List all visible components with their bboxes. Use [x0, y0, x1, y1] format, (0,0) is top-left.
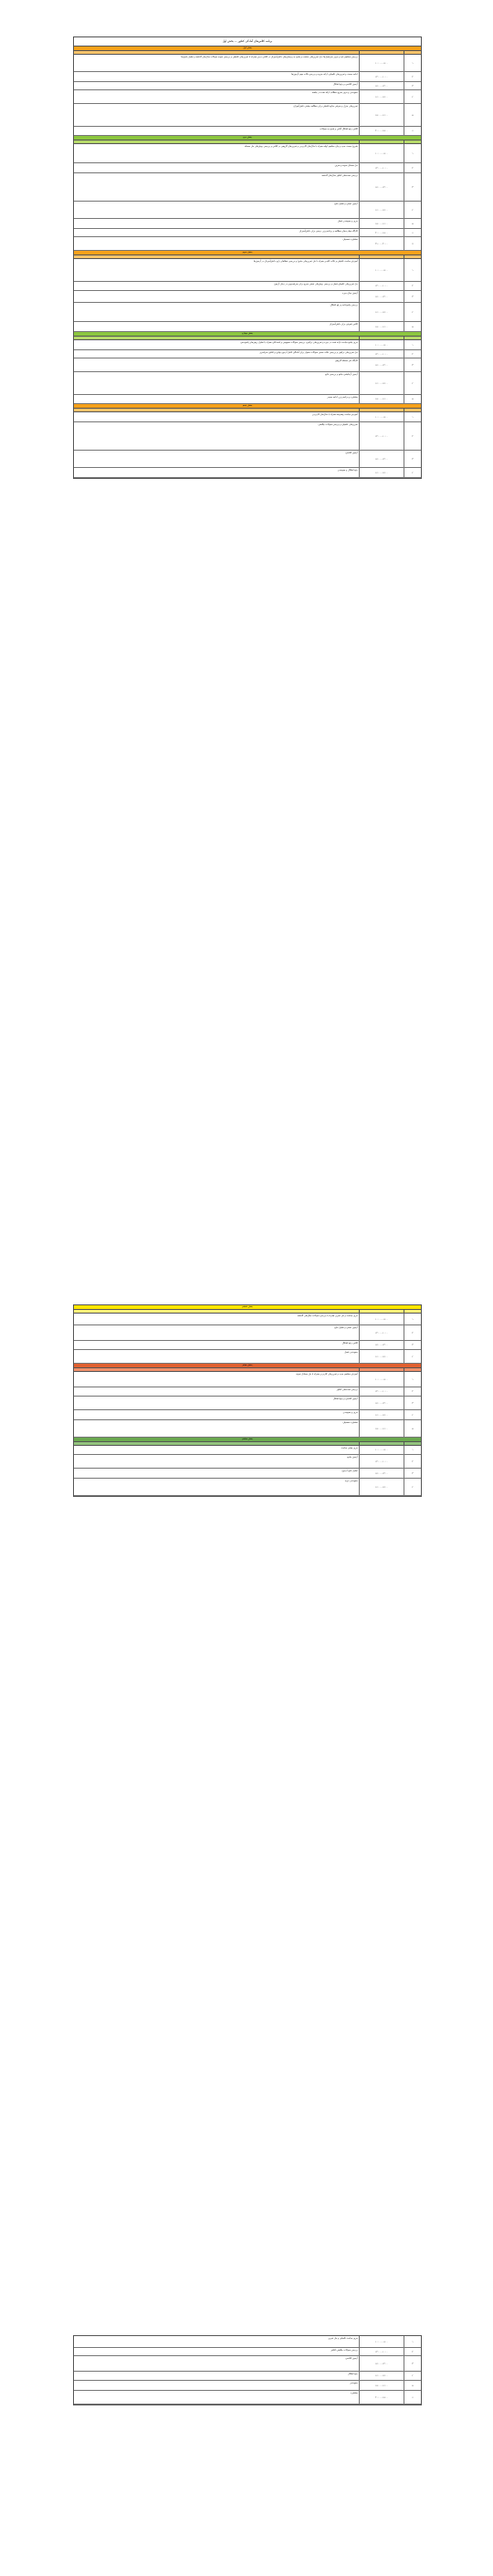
row-number: ۱ [412, 151, 414, 155]
table-row [74, 372, 421, 395]
row-number: ۳ [412, 295, 414, 298]
row-number: ۶ [412, 130, 414, 132]
row-description: حل تمرین‌های ترکیبی و بررسی نکات تستی سوالات دشوار برای آمادگی کامل آزمون نهایی و کنکور سراسری [259, 350, 358, 354]
row-number: ۱ [412, 415, 414, 419]
row-number: ۴ [412, 310, 414, 314]
table-row [74, 1350, 421, 1364]
row-number: ۵ [412, 113, 414, 117]
row-time: ۱۲:۰۰ - ۱۰:۰۰ [359, 350, 404, 358]
row-number: ۷ [412, 242, 414, 245]
table-row [74, 1314, 421, 1325]
table-row [74, 237, 421, 251]
row-number: ۱ [412, 268, 414, 272]
row-time: ۱۸:۰۰ - ۱۶:۰۰ [359, 219, 404, 228]
row-description: آموزش مباحث پیشرفته همراه با مثال‌های کاربردی [311, 412, 358, 416]
row-time: ۱۴:۰۰ - ۱۲:۰۰ [359, 291, 404, 302]
row-number: ۴ [412, 2374, 414, 2377]
table-row [74, 350, 421, 358]
table-row [74, 202, 421, 219]
row-number: ۳ [412, 2362, 414, 2365]
row-description: جمع‌بندی فصل [344, 1350, 358, 1354]
row-description: مرور جامع مباحث ارائه شده در دوره و تمرین‌های ترکیبی، بررسی سوالات مفهومی و استدلالی همراه با تحلیل روش‌های پاسخ‌دهی [240, 340, 358, 344]
table-row [74, 1446, 421, 1455]
row-number: ۴ [412, 381, 414, 385]
table-row [74, 1341, 421, 1350]
row-description: آزمون تستی و تحلیل نتایج [334, 202, 358, 205]
row-time: ۱۶:۰۰ - ۱۴:۰۰ [359, 372, 404, 394]
row-description: تحلیل نتایج آزمون [341, 1469, 358, 1472]
table-row [74, 2348, 421, 2356]
row-number: ۲ [412, 1459, 414, 1463]
row-time: ۱۲:۰۰ - ۱۰:۰۰ [359, 163, 404, 172]
row-number: ۴ [412, 1485, 414, 1489]
table-row [74, 104, 421, 127]
row-description: کلاس تقویتی برای دانش‌آموزان [329, 322, 358, 326]
row-number: ۲ [412, 166, 414, 170]
row-time: ۱۶:۰۰ - ۱۴:۰۰ [359, 468, 404, 477]
table-row [74, 1479, 421, 1496]
row-number: ۴ [412, 1355, 414, 1358]
row-number: ۳ [412, 363, 414, 367]
section-header: بخش هفتم [74, 1364, 421, 1368]
row-number: ۶ [412, 2395, 414, 2399]
row-time: ۲۰:۰۰ - ۱۸:۰۰ [359, 127, 404, 135]
row-number: ۲ [412, 434, 414, 438]
row-description: آزمون کلاسی و رفع اشکال [332, 82, 358, 86]
row-time: ۱۰:۰۰ - ۰۸:۰۰ [359, 2336, 404, 2347]
row-number: ۵ [412, 398, 414, 400]
row-description: بررسی سوالات چالشی کنکور [330, 2348, 358, 2352]
row-number: ۲ [412, 285, 414, 287]
row-time: ۲۰:۰۰ - ۱۸:۰۰ [359, 2391, 404, 2404]
row-description: مشاوره و برنامه‌ریزی ادامه مسیر [327, 395, 358, 399]
row-description: مرور و جمع‌بندی فصل [337, 219, 358, 223]
table-row [74, 55, 421, 72]
row-time: ۱۶:۰۰ - ۱۴:۰۰ [359, 1350, 404, 1363]
row-number: ۱ [412, 343, 414, 347]
row-number: ۱ [412, 1449, 414, 1451]
row-time: ۱۲:۰۰ - ۱۰:۰۰ [359, 1325, 404, 1340]
row-time: ۱۸:۰۰ - ۱۶:۰۰ [359, 1420, 404, 1437]
row-number: ۳ [412, 1344, 414, 1346]
table-row [74, 163, 421, 173]
table-row [74, 468, 421, 478]
row-number: ۱ [412, 61, 414, 65]
section-header: بخش هشتم [74, 1438, 421, 1442]
row-number: ۲ [412, 75, 414, 78]
row-time: ۱۶:۰۰ - ۱۴:۰۰ [359, 1479, 404, 1495]
row-description: آزمون آزمایشی جامع و بررسی نتایج [324, 372, 358, 376]
row-time: ۱۶:۰۰ - ۱۴:۰۰ [359, 2372, 404, 2380]
row-description: آموزش مفاهیم جدید و تمرین‌های کاربردی همراه با حل مسائل نمونه [296, 1372, 358, 1376]
table-row [74, 229, 421, 237]
table-row [74, 412, 421, 422]
table-row [74, 1325, 421, 1341]
row-description: جمع‌بندی [350, 2381, 358, 2384]
table-row [74, 1410, 421, 1420]
schedule-table-1 [73, 36, 422, 479]
row-description: بررسی مفاهیم پایه و مرور سرفصل‌ها، حل تمرین‌های منتخب و پاسخ به پرسش‌های دانش‌آموزان در کلاس درس همراه با تمرین‌های تکمیلی و بررسی نمونه سوالات سال‌های گذشته و تحلیل پاسخ‌ها [181, 55, 358, 58]
table-row [74, 1387, 421, 1397]
table-row [74, 1469, 421, 1479]
row-description: تمرین‌های منزل و معرفی منابع تکمیلی برای مطالعه بیشتر دانش‌آموزان [293, 104, 358, 108]
row-time: ۱۸:۰۰ - ۱۶:۰۰ [359, 395, 404, 403]
table-row [74, 422, 421, 451]
row-description: آزمون جامع [347, 1455, 358, 1459]
table-row [74, 1455, 421, 1469]
row-description: مشاوره تحصیلی [342, 1420, 358, 1424]
row-description: مرور مباحث تکمیلی و حل تمرین [328, 2336, 358, 2340]
row-description: آزمون تستی و تحلیل نتایج [334, 1325, 358, 1329]
row-description: رفع اشکال [348, 2372, 358, 2375]
row-description: رفع اشکال و جمع‌بندی [337, 468, 358, 472]
table-row [74, 1420, 421, 1438]
section-header: بخش سوم [74, 251, 421, 255]
row-description: شروع مبحث جدید و بیان مفاهیم اولیه همراه با مثال‌های کاربردی و تمرین‌های گروهی در کلاس و بررسی روش‌های حل مسئله [244, 144, 358, 148]
row-number: ۴ [412, 1413, 414, 1417]
table-row [74, 2336, 421, 2348]
table-row [74, 219, 421, 229]
row-time: ۱۴:۰۰ - ۱۲:۰۰ [359, 82, 404, 89]
row-number: ۳ [412, 1401, 414, 1405]
row-number: ۴ [412, 208, 414, 212]
row-time: ۱۴:۰۰ - ۱۲:۰۰ [359, 451, 404, 467]
document-title: برنامه کلاس‌های آمادگی کنکور — بخش اول [74, 37, 421, 47]
table-row [74, 358, 421, 372]
row-time: ۲۰:۰۰ - ۱۸:۰۰ [359, 229, 404, 236]
table-row [74, 451, 421, 468]
row-time: ۱۴:۰۰ - ۱۲:۰۰ [359, 358, 404, 371]
table-row [74, 2372, 421, 2381]
row-description: آزمون میان دوره [342, 291, 358, 295]
row-description: مشاوره [351, 2391, 358, 2394]
row-time: ۱۰:۰۰ - ۰۸:۰۰ [359, 259, 404, 281]
table-row [74, 2356, 421, 2372]
row-time: ۱۰:۰۰ - ۰۸:۰۰ [359, 144, 404, 162]
row-number: ۳ [412, 1471, 414, 1475]
row-number: ۶ [412, 231, 414, 234]
row-time: ۱۲:۰۰ - ۱۰:۰۰ [359, 2348, 404, 2355]
row-number: ۲ [412, 352, 414, 356]
row-number: ۱ [412, 1377, 414, 1381]
row-time: ۱۰:۰۰ - ۰۸:۰۰ [359, 412, 404, 421]
row-time: ۱۲:۰۰ - ۱۰:۰۰ [359, 1387, 404, 1396]
table-row [74, 1372, 421, 1387]
row-description: حل مسائل نمونه و تمرین [334, 163, 358, 167]
table-row [74, 90, 421, 104]
row-time: ۲۱:۰۰ - ۲۰:۰۰ [359, 237, 404, 250]
row-description: تمرین‌های تکمیلی و بررسی سوالات چالشی [318, 422, 358, 426]
row-number: ۲ [412, 1390, 414, 1393]
row-time: ۱۶:۰۰ - ۱۴:۰۰ [359, 90, 404, 103]
section-header: بخش اول [74, 47, 421, 51]
table-row [74, 2391, 421, 2405]
row-time: ۱۴:۰۰ - ۱۲:۰۰ [359, 1469, 404, 1478]
row-time: ۱۴:۰۰ - ۱۲:۰۰ [359, 173, 404, 201]
row-description: آزمون کلاسی [345, 451, 358, 454]
row-description: کلاس رفع اشکال [341, 1341, 358, 1345]
table-row [74, 82, 421, 90]
row-time: ۱۴:۰۰ - ۱۲:۰۰ [359, 2356, 404, 2371]
table-row [74, 144, 421, 163]
row-number: ۲ [412, 2350, 414, 2353]
row-time: ۱۶:۰۰ - ۱۴:۰۰ [359, 303, 404, 321]
table-row [74, 303, 421, 322]
row-number: ۳ [412, 84, 414, 88]
row-time: ۱۸:۰۰ - ۱۶:۰۰ [359, 2381, 404, 2390]
row-number: ۱ [412, 2340, 414, 2343]
row-time: ۱۰:۰۰ - ۰۸:۰۰ [359, 1314, 404, 1324]
row-description: مرور و جمع‌بندی [342, 1410, 358, 1414]
row-description: بررسی تست‌های کنکور [336, 1387, 358, 1391]
row-description: بررسی تست‌های کنکور سال‌های گذشته [321, 173, 358, 177]
row-number: ۴ [412, 471, 414, 474]
row-description: مرور مباحث و حل تمرین همراه با بررسی سوالات سال‌های گذشته [297, 1314, 358, 1317]
table-row [74, 72, 421, 82]
row-number: ۵ [412, 325, 414, 328]
row-number: ۵ [412, 222, 414, 225]
row-description: کلاس رفع اشکال آنلاین و پاسخ به سوالات [320, 127, 358, 130]
schedule-table-3 [73, 2335, 422, 2405]
row-time: ۱۸:۰۰ - ۱۶:۰۰ [359, 322, 404, 331]
row-time: ۱۲:۰۰ - ۱۰:۰۰ [359, 72, 404, 81]
row-time: ۱۶:۰۰ - ۱۴:۰۰ [359, 202, 404, 218]
row-number: ۳ [412, 185, 414, 189]
row-number: ۳ [412, 457, 414, 461]
row-time: ۱۰:۰۰ - ۰۸:۰۰ [359, 55, 404, 71]
row-time: ۱۰:۰۰ - ۰۸:۰۰ [359, 340, 404, 349]
section-header: بخش پنجم [74, 404, 421, 409]
row-time: ۱۲:۰۰ - ۱۰:۰۰ [359, 422, 404, 450]
row-description: آزمون کلاسی [345, 2356, 358, 2360]
table-row [74, 282, 421, 291]
row-description: ادامه مبحث و تمرین‌های تکمیلی، ارائه جزوه و بررسی نکات مهم آزمون‌ها [291, 72, 358, 76]
schedule-table-2 [73, 1304, 422, 1497]
section-header: بخش چهارم [74, 332, 421, 337]
row-description: آزمون کلاسی و رفع اشکال [332, 1397, 358, 1400]
row-description: کارگاه حل مسئله گروهی [335, 358, 358, 362]
table-row [74, 173, 421, 202]
row-time: ۱۰:۰۰ - ۰۸:۰۰ [359, 1372, 404, 1387]
row-description: آموزش مباحث تکمیلی و نکات کلیدی همراه با حل تمرین‌های متنوع و بررسی خطاهای رایج دانش‌آموزان در آزمون‌ها [253, 259, 358, 263]
table-row [74, 2381, 421, 2391]
row-description: مرور نهایی مباحث [341, 1446, 358, 1449]
row-time: ۱۸:۰۰ - ۱۶:۰۰ [359, 104, 404, 126]
table-row [74, 395, 421, 404]
row-time: ۱۰:۰۰ - ۰۸:۰۰ [359, 1446, 404, 1454]
row-number: ۵ [412, 2384, 414, 2387]
table-row [74, 322, 421, 332]
row-description: بررسی پاسخ‌نامه و رفع اشکال [330, 303, 358, 306]
row-description: حل تمرین‌های تکمیلی فصل و بررسی روش‌های تستی سریع برای صرفه‌جویی در زمان آزمون [273, 282, 358, 286]
section-header: بخش دوم [74, 136, 421, 140]
row-time: ۱۲:۰۰ - ۱۰:۰۰ [359, 282, 404, 290]
table-row [74, 127, 421, 136]
row-time: ۱۴:۰۰ - ۱۲:۰۰ [359, 1341, 404, 1349]
row-number: ۲ [412, 1331, 414, 1335]
row-description: جمع‌بندی و مرور سریع مطالب ارائه شده در جلسه [311, 90, 358, 94]
table-row [74, 259, 421, 282]
row-number: ۱ [412, 1317, 414, 1321]
section-header: بخش ششم [74, 1305, 421, 1310]
table-row [74, 1397, 421, 1410]
row-description: مشاوره تحصیلی [342, 237, 358, 241]
row-description: جمع‌بندی دوره [344, 1479, 358, 1482]
row-time: ۱۲:۰۰ - ۱۰:۰۰ [359, 1455, 404, 1468]
row-description: کارگاه مهارت‌های مطالعه و برنامه‌ریزی درسی برای دانش‌آموزان [299, 229, 358, 233]
row-time: ۱۴:۰۰ - ۱۲:۰۰ [359, 1397, 404, 1409]
row-number: ۴ [412, 95, 414, 99]
table-row [74, 340, 421, 350]
table-row [74, 291, 421, 303]
row-number: ۵ [412, 1427, 414, 1430]
row-time: ۱۶:۰۰ - ۱۴:۰۰ [359, 1410, 404, 1419]
